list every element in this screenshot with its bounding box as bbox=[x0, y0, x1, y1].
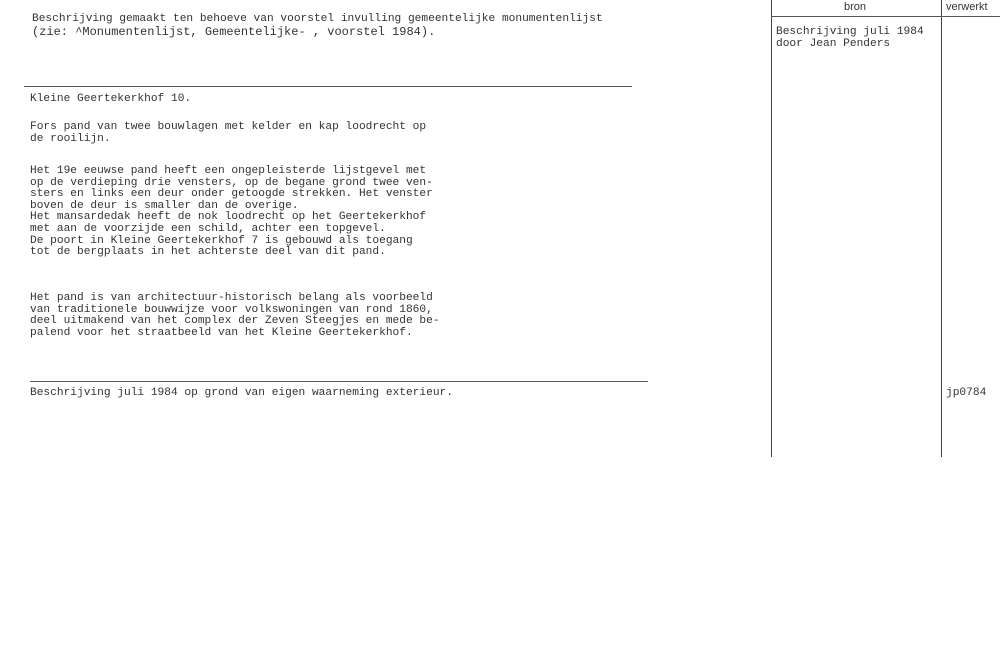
verwerkt-code: jp0784 bbox=[946, 387, 987, 399]
footer-note: Beschrijving juli 1984 op grond van eigen waarneming exterieur. bbox=[30, 387, 453, 399]
column-header-separator bbox=[771, 16, 1000, 17]
bottom-separator bbox=[30, 381, 648, 382]
intro-line-1: Beschrijving gemaakt ten behoeve van voorstel invulling gemeentelijke monumentenlijst bbox=[32, 13, 603, 25]
paragraph-2: Het 19e eeuwse pand heeft een ongepleisterde lijstgevel met op de verdieping drie vensters, op de begane grond twee ven- sters en links een deur onder getoogde strekken. Het venster boven de deur is smaller dan de overige. Het mansardedak heeft de nok loodrecht op het Geertekerkhof met aan de voorzijde een schild, achter een topgevel. De poort in Kleine Geertekerkhof 7 is gebouwd als toegang tot de bergplaats in het achterste deel van dit pand. bbox=[30, 165, 433, 259]
verwerkt-column-border bbox=[941, 0, 942, 457]
address-heading: Kleine Geertekerkhof 10. bbox=[30, 93, 192, 105]
paragraph-1: Fors pand van twee bouwlagen met kelder en kap loodrecht op de rooilijn. bbox=[30, 121, 427, 145]
verwerkt-header: verwerkt bbox=[946, 1, 988, 13]
bron-line-1: Beschrijving juli 1984 bbox=[776, 26, 924, 38]
paragraph-3: Het pand is van architectuur-historisch belang als voorbeeld van traditionele bouwwijze voor volkswoningen van rond 1860, deel uitmakend van het complex der Zeven Steegjes en mede be- palend voor het straatbeeld van het Kleine Geertekerkhof. bbox=[30, 292, 440, 339]
intro-line-2: (zie: ^Monumentenlijst, Gemeentelijke- , voorstel 1984). bbox=[32, 25, 436, 39]
top-separator bbox=[24, 86, 632, 87]
bron-column-border bbox=[771, 0, 772, 457]
bron-header: bron bbox=[844, 1, 867, 13]
bron-line-2: door Jean Penders bbox=[776, 38, 891, 50]
